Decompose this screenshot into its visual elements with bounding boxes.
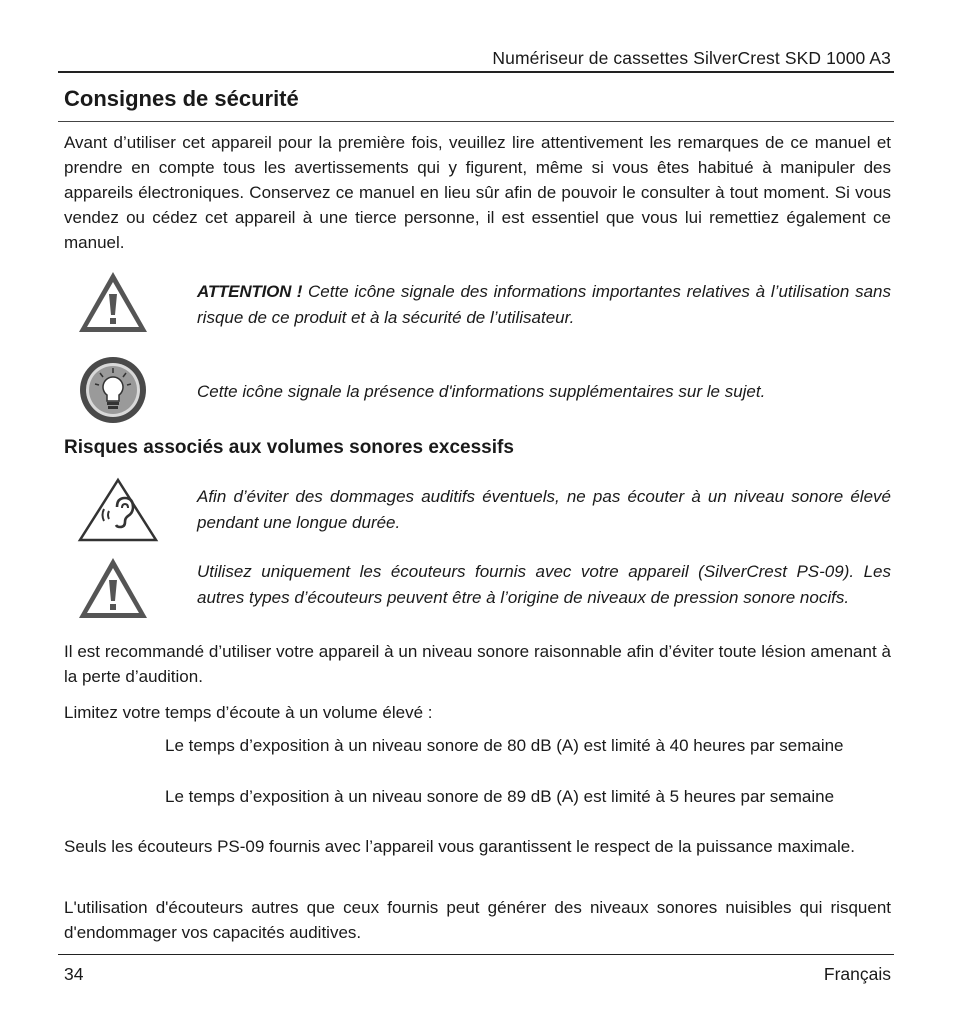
section-title: Consignes de sécurité bbox=[64, 86, 299, 111]
limit-80-item: Le temps d’exposition à un niveau sonore de 80 dB (A) est limité à 40 heures par semaine bbox=[165, 736, 844, 755]
ps09-paragraph: Seuls les écouteurs PS-09 fournis avec l’appareil vous garantissent le respect de la puissance maximale. bbox=[64, 837, 855, 856]
hearing-warning-icon bbox=[77, 477, 159, 543]
footer-rule bbox=[58, 954, 894, 955]
attention-label: ATTENTION ! bbox=[197, 282, 303, 301]
subsection-title: Risques associés aux volumes sonores excessifs bbox=[64, 437, 514, 458]
attention-text: Cette icône signale des informations importantes relatives à l’utilisation sans risque de ce produit et à la sécurité de l’utilisateur. bbox=[197, 282, 891, 327]
warning-triangle-icon bbox=[77, 556, 149, 620]
warning-triangle-icon bbox=[77, 270, 149, 334]
header-rule bbox=[58, 71, 894, 73]
attention-note bbox=[197, 279, 891, 330]
intro-paragraph: Avant d’utiliser cet appareil pour la première fois, veuillez lire attentivement les remarques de ce manuel et prendre en compte tous les avertissements qui y figurent, même si vous êtes habitué à manipuler des appareils électroniques. Conservez ce manuel en lieu sûr afin de pouvoir le consulter à tout moment. Si vous vendez ou cédez cet appareil à une tierce personne, il est essentiel que vous lui remettiez également ce manuel. bbox=[64, 133, 891, 252]
page-number: 34 bbox=[64, 964, 84, 984]
earphones-note: Utilisez uniquement les écouteurs fournis avec votre appareil (SilverCrest PS-09). Les autres types d’écouteurs peuvent être à l’origine de niveaux de pression sonore nocifs. bbox=[197, 562, 891, 607]
info-note: Cette icône signale la présence d'informations supplémentaires sur le sujet. bbox=[197, 382, 766, 401]
limit-89-item: Le temps d’exposition à un niveau sonore de 89 dB (A) est limité à 5 heures par semaine bbox=[165, 787, 835, 806]
lightbulb-icon bbox=[78, 355, 148, 425]
hearing-note: Afin d’éviter des dommages auditifs éventuels, ne pas écouter à un niveau sonore élevé pendant une longue durée. bbox=[197, 487, 891, 532]
recommend-paragraph: Il est recommandé d’utiliser votre appareil à un niveau sonore raisonnable afin d’éviter toute lésion amenant à la perte d’audition. bbox=[64, 642, 891, 686]
other-earphones-paragraph: L'utilisation d'écouteurs autres que ceux fournis peut générer des niveaux sonores nuisibles qui risquent d'endommager vos capacités auditives. bbox=[64, 898, 891, 942]
limit-intro: Limitez votre temps d’écoute à un volume élevé : bbox=[64, 703, 433, 722]
footer-language: Français bbox=[823, 964, 891, 984]
header-title: Numériseur de cassettes SilverCrest SKD 1000 A3 bbox=[492, 48, 891, 68]
section-rule bbox=[58, 121, 894, 122]
